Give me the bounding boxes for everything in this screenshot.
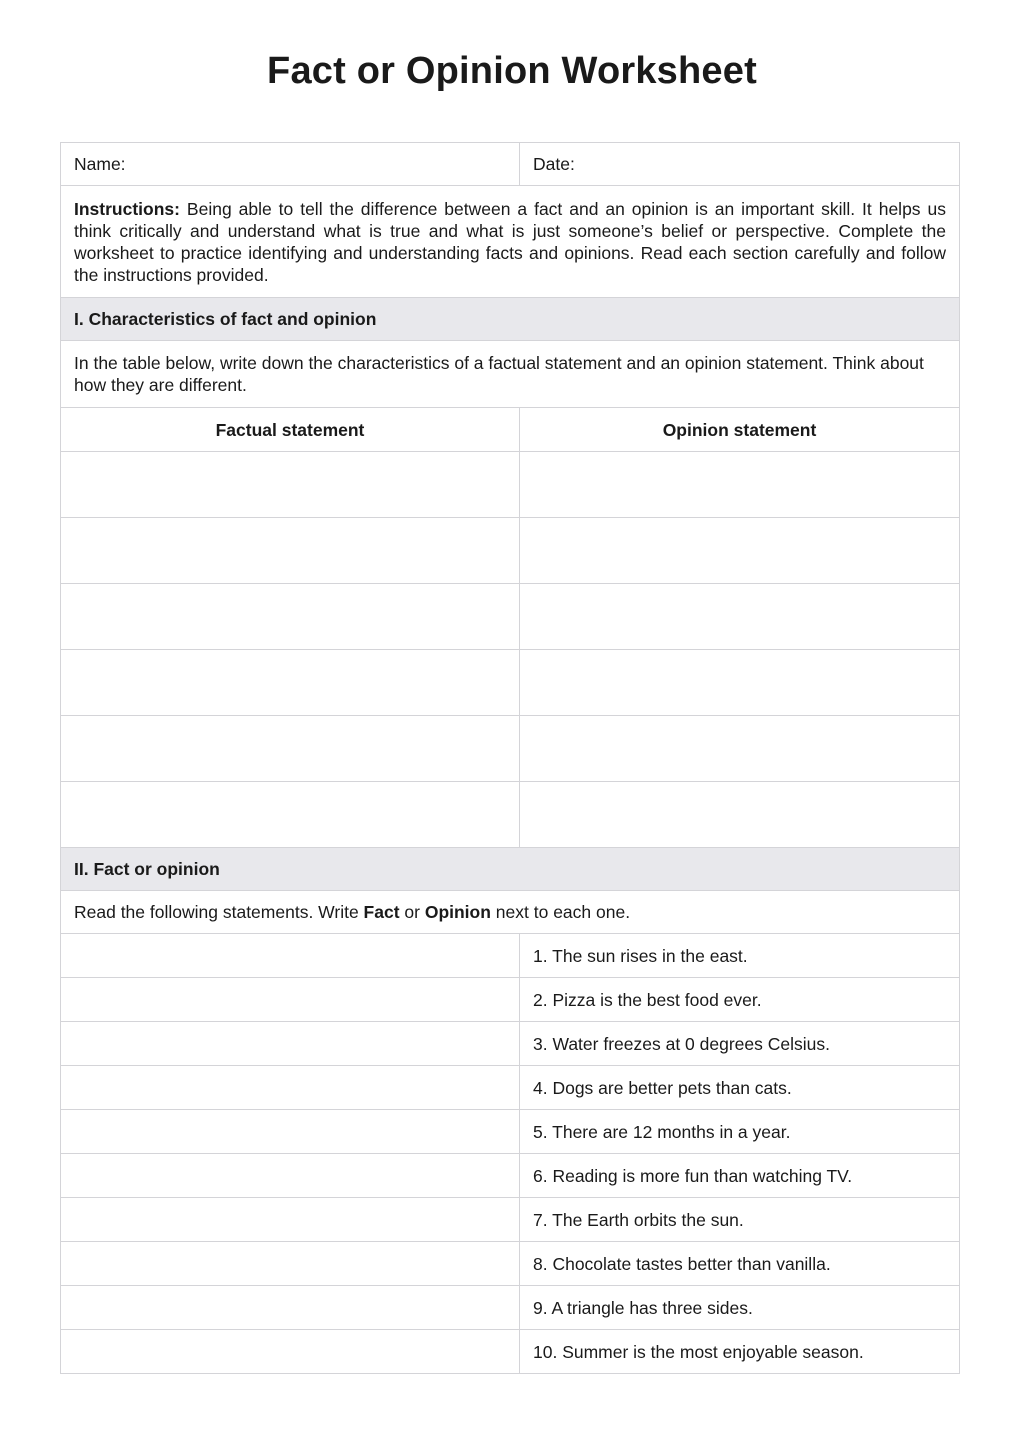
factual-characteristic-cell[interactable] (61, 650, 520, 716)
statement-text: 3. Water freezes at 0 degrees Celsius. (520, 1022, 960, 1066)
opinion-characteristic-cell[interactable] (520, 650, 960, 716)
factual-statement-header: Factual statement (61, 408, 520, 452)
statement-text: 8. Chocolate tastes better than vanilla. (520, 1242, 960, 1286)
statement-text: 1. The sun rises in the east. (520, 934, 960, 978)
section-2-intro (61, 891, 960, 934)
statement-row (61, 978, 960, 1022)
section-1-intro-row (61, 341, 960, 408)
instructions-text (61, 186, 960, 298)
statement-row (61, 1110, 960, 1154)
section-1-intro: In the table below, write down the characteristics of a factual statement and an opinion statement. Think about how they are different. (61, 341, 960, 408)
statement-row (61, 1066, 960, 1110)
opinion-characteristic-cell[interactable] (520, 716, 960, 782)
statement-text: 10. Summer is the most enjoyable season. (520, 1330, 960, 1374)
section-2-heading: II. Fact or opinion (61, 848, 960, 891)
statement-row (61, 1242, 960, 1286)
opinion-characteristic-cell[interactable] (520, 782, 960, 848)
statement-text: 4. Dogs are better pets than cats. (520, 1066, 960, 1110)
opinion-statement-header: Opinion statement (520, 408, 960, 452)
name-date-row (61, 143, 960, 186)
statement-row (61, 1198, 960, 1242)
answer-cell[interactable] (61, 1198, 520, 1242)
date-label: Date: (533, 154, 575, 174)
statement-text: 6. Reading is more fun than watching TV. (520, 1154, 960, 1198)
section-2-header-row (61, 848, 960, 891)
answer-cell[interactable] (61, 978, 520, 1022)
characteristics-row (61, 716, 960, 782)
intro-or: or (399, 902, 425, 922)
factual-characteristic-cell[interactable] (61, 518, 520, 584)
opinion-characteristic-cell[interactable] (520, 518, 960, 584)
characteristics-column-headers (61, 408, 960, 452)
opinion-characteristic-cell[interactable] (520, 584, 960, 650)
name-label: Name: (74, 154, 126, 174)
answer-cell[interactable] (61, 1066, 520, 1110)
factual-characteristic-cell[interactable] (61, 584, 520, 650)
intro-prefix: Read the following statements. Write (74, 902, 364, 922)
characteristics-row (61, 518, 960, 584)
section-1-heading: I. Characteristics of fact and opinion (61, 298, 960, 341)
statement-text: 2. Pizza is the best food ever. (520, 978, 960, 1022)
answer-cell[interactable] (61, 1022, 520, 1066)
statement-row (61, 1022, 960, 1066)
date-field[interactable] (520, 143, 960, 186)
instructions-label: Instructions: (74, 199, 180, 219)
name-field[interactable] (61, 143, 520, 186)
section-2-intro-row (61, 891, 960, 934)
factual-characteristic-cell[interactable] (61, 716, 520, 782)
statement-text: 7. The Earth orbits the sun. (520, 1198, 960, 1242)
factual-characteristic-cell[interactable] (61, 782, 520, 848)
characteristics-row (61, 650, 960, 716)
opinion-characteristic-cell[interactable] (520, 452, 960, 518)
statement-row (61, 1286, 960, 1330)
factual-characteristic-cell[interactable] (61, 452, 520, 518)
intro-suffix: next to each one. (490, 902, 631, 922)
instructions-body: Being able to tell the difference between a fact and an opinion is an important skill. It helps us think critically and understand what is true and what is just someone’s belief or perspective. Complete the worksheet to practice identifying and understanding facts and opinions. Read each section carefully and follow the instructions provided. (74, 199, 946, 285)
intro-opinion: Opinion (424, 902, 491, 922)
statement-text: 5. There are 12 months in a year. (520, 1110, 960, 1154)
answer-cell[interactable] (61, 1286, 520, 1330)
section-1-header-row (61, 298, 960, 341)
answer-cell[interactable] (61, 1242, 520, 1286)
statement-row (61, 934, 960, 978)
intro-fact: Fact (363, 902, 400, 922)
instructions-row (61, 186, 960, 298)
statement-row (61, 1330, 960, 1374)
answer-cell[interactable] (61, 934, 520, 978)
characteristics-row (61, 782, 960, 848)
statement-text: 9. A triangle has three sides. (520, 1286, 960, 1330)
answer-cell[interactable] (61, 1110, 520, 1154)
statement-row (61, 1154, 960, 1198)
characteristics-row (61, 584, 960, 650)
page-title: Fact or Opinion Worksheet (267, 50, 757, 92)
characteristics-row (61, 452, 960, 518)
worksheet-table (60, 142, 960, 1374)
answer-cell[interactable] (61, 1330, 520, 1374)
answer-cell[interactable] (61, 1154, 520, 1198)
